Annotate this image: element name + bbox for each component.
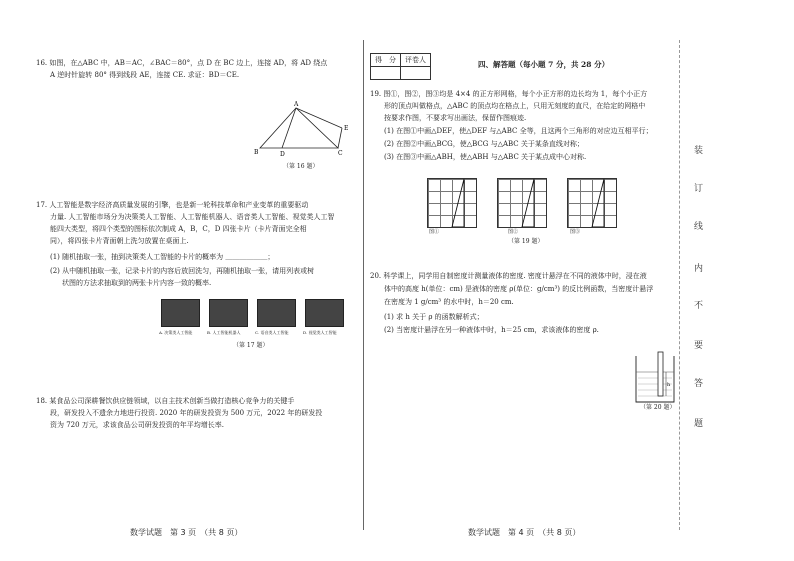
q16-label-d: D <box>280 151 285 158</box>
score-table <box>370 53 431 80</box>
page-divider <box>363 40 364 530</box>
card-a-label: A. 决策类人工智能 <box>159 330 193 335</box>
q20-line-3: 在密度为 1 g/cm³ 的水中时，h＝20 cm. <box>384 298 514 306</box>
q16-label-e: E <box>344 125 349 132</box>
q17-line-3: 能四大类型，将四个类型的图标依次制成 A，B，C，D 四张卡片（卡片背面完全相 <box>50 225 307 233</box>
q19-line-4: (1) 在图①中画△DEF，使△DEF 与△ABC 全等，且这两个三角形的对应边互相平行； <box>384 127 653 135</box>
q17-line-7: 状图的方法求抽取到的两张卡片内容一致的概率. <box>62 279 212 287</box>
binding-char-3: 线 <box>694 222 704 232</box>
card-b-label: B. 人工智能机器人 <box>207 330 241 335</box>
binding-line <box>679 40 681 530</box>
q17-caption: （第 17 题） <box>233 342 269 349</box>
q19-line-3: 按要求作图，不要求写出画法，保留作图痕迹. <box>384 114 527 122</box>
grid-caption-2: 图② <box>508 229 519 235</box>
q19-caption: （第 19 题） <box>508 238 544 245</box>
right-page-footer: 数学试题 第 4 页 （共 8 页） <box>468 528 581 537</box>
grid-caption-1: 图① <box>429 229 440 235</box>
card-b-image <box>209 299 248 327</box>
binding-char-1: 装 <box>694 146 704 156</box>
q18-line-1: 18. 某食品公司深耕餐饮供应链领域，以自主技术创新当做打造核心竞争力的关键手 <box>36 397 295 405</box>
grader-cell-blank <box>401 67 431 80</box>
binding-char-6: 要 <box>694 341 704 351</box>
grid-caption-3: 图③ <box>570 229 581 235</box>
score-cell-label: 得 分 <box>371 54 401 67</box>
q20-line-2: 体中的高度 h(单位：cm) 是液体的密度 ρ(单位：g/cm³) 的反比例函数，当密度计悬浮 <box>384 285 654 293</box>
q18-line-3: 资为 720 万元，求该食品公司研发投资的年平均增长率. <box>50 421 225 429</box>
card-d-label: D. 视觉类人工智能 <box>303 330 337 335</box>
section-title: 四、解答题（每小题 7 分，共 28 分） <box>478 60 610 69</box>
q17-line-4: 同），将四张卡片背面朝上洗匀放置在桌面上. <box>50 237 189 245</box>
grid-figure-3 <box>567 178 617 228</box>
q17-line-2: 力量. 人工智能市场分为决策类人工智能、人工智能机器人、语音类人工智能、视觉类人工智 <box>50 213 335 221</box>
grid-figure-2 <box>497 178 547 228</box>
q17-line-6: (2) 从中随机抽取一张，记录卡片的内容后放回洗匀，再随机抽取一张，请用列表或树 <box>50 267 315 275</box>
q19-line-2: 形的顶点叫做格点，△ABC 的顶点均在格点上，只用无刻度的直尺，在给定的网格中 <box>384 102 646 110</box>
card-d-image <box>305 299 344 327</box>
grader-cell-label: 评卷人 <box>401 54 431 67</box>
card-c-image <box>257 299 296 327</box>
card-a-image <box>161 299 200 327</box>
score-cell-blank <box>371 67 401 80</box>
q16-line-1: 16. 如图，在△ABC 中，AB＝AC，∠BAC＝80°，点 D 在 BC 边上，连接 AD，将 AD 绕点 <box>36 59 328 67</box>
q20-line-1: 20. 科学课上，同学用自制密度计测量液体的密度. 密度计悬浮在不同的液体中时，浸在液 <box>370 272 647 280</box>
q18-line-2: 段，研发投入不遗余力地进行投资. 2020 年的研发投资为 500 万元，2022 年的研发投 <box>50 409 323 417</box>
q16-caption: （第 16 题） <box>283 163 319 170</box>
left-page-footer: 数学试题 第 3 页 （共 8 页） <box>130 528 243 537</box>
binding-char-2: 订 <box>694 184 704 194</box>
q20-caption: （第 20 题） <box>640 404 676 411</box>
q20-label-h: h <box>667 382 671 388</box>
binding-char-7: 答 <box>694 379 704 389</box>
grid-figure-1 <box>427 178 477 228</box>
q16-label-c: C <box>338 150 343 157</box>
q17-line-1: 17. 人工智能是数字经济高质量发展的引擎，也是新一轮科技革命和产业变革的重要驱动 <box>36 201 309 209</box>
q16-line-2: A 逆时针旋转 80° 得到线段 AE，连接 CE. 求证：BD＝CE. <box>50 71 240 79</box>
q19-line-6: (3) 在图③中画△ABH，使△ABH 与△ABC 关于某点成中心对称. <box>384 153 587 161</box>
q17-line-5: (1) 随机抽取一张，抽到决策类人工智能的卡片的概率为 ＿＿＿＿＿＿； <box>50 253 275 261</box>
card-c-label: C. 语音类人工智能 <box>255 330 289 335</box>
q19-line-5: (2) 在图②中画△BCG，使△BCG 与△ABC 关于某条直线对称； <box>384 140 584 148</box>
q16-label-a: A <box>294 101 299 108</box>
q20-line-4: (1) 求 h 关于 ρ 的函数解析式； <box>384 313 484 321</box>
binding-char-4: 内 <box>694 264 704 274</box>
q20-line-5: (2) 当密度计悬浮在另一种液体中时，h＝25 cm，求该液体的密度 ρ. <box>384 326 599 334</box>
q16-label-b: B <box>254 149 259 156</box>
binding-char-5: 不 <box>694 301 704 311</box>
q19-line-1: 19. 图①，图②，图③均是 4×4 的正方形网格，每个小正方形的边长均为 1，每个小正方 <box>370 90 648 98</box>
binding-char-8: 题 <box>694 419 704 429</box>
q20-container-figure <box>634 350 676 410</box>
